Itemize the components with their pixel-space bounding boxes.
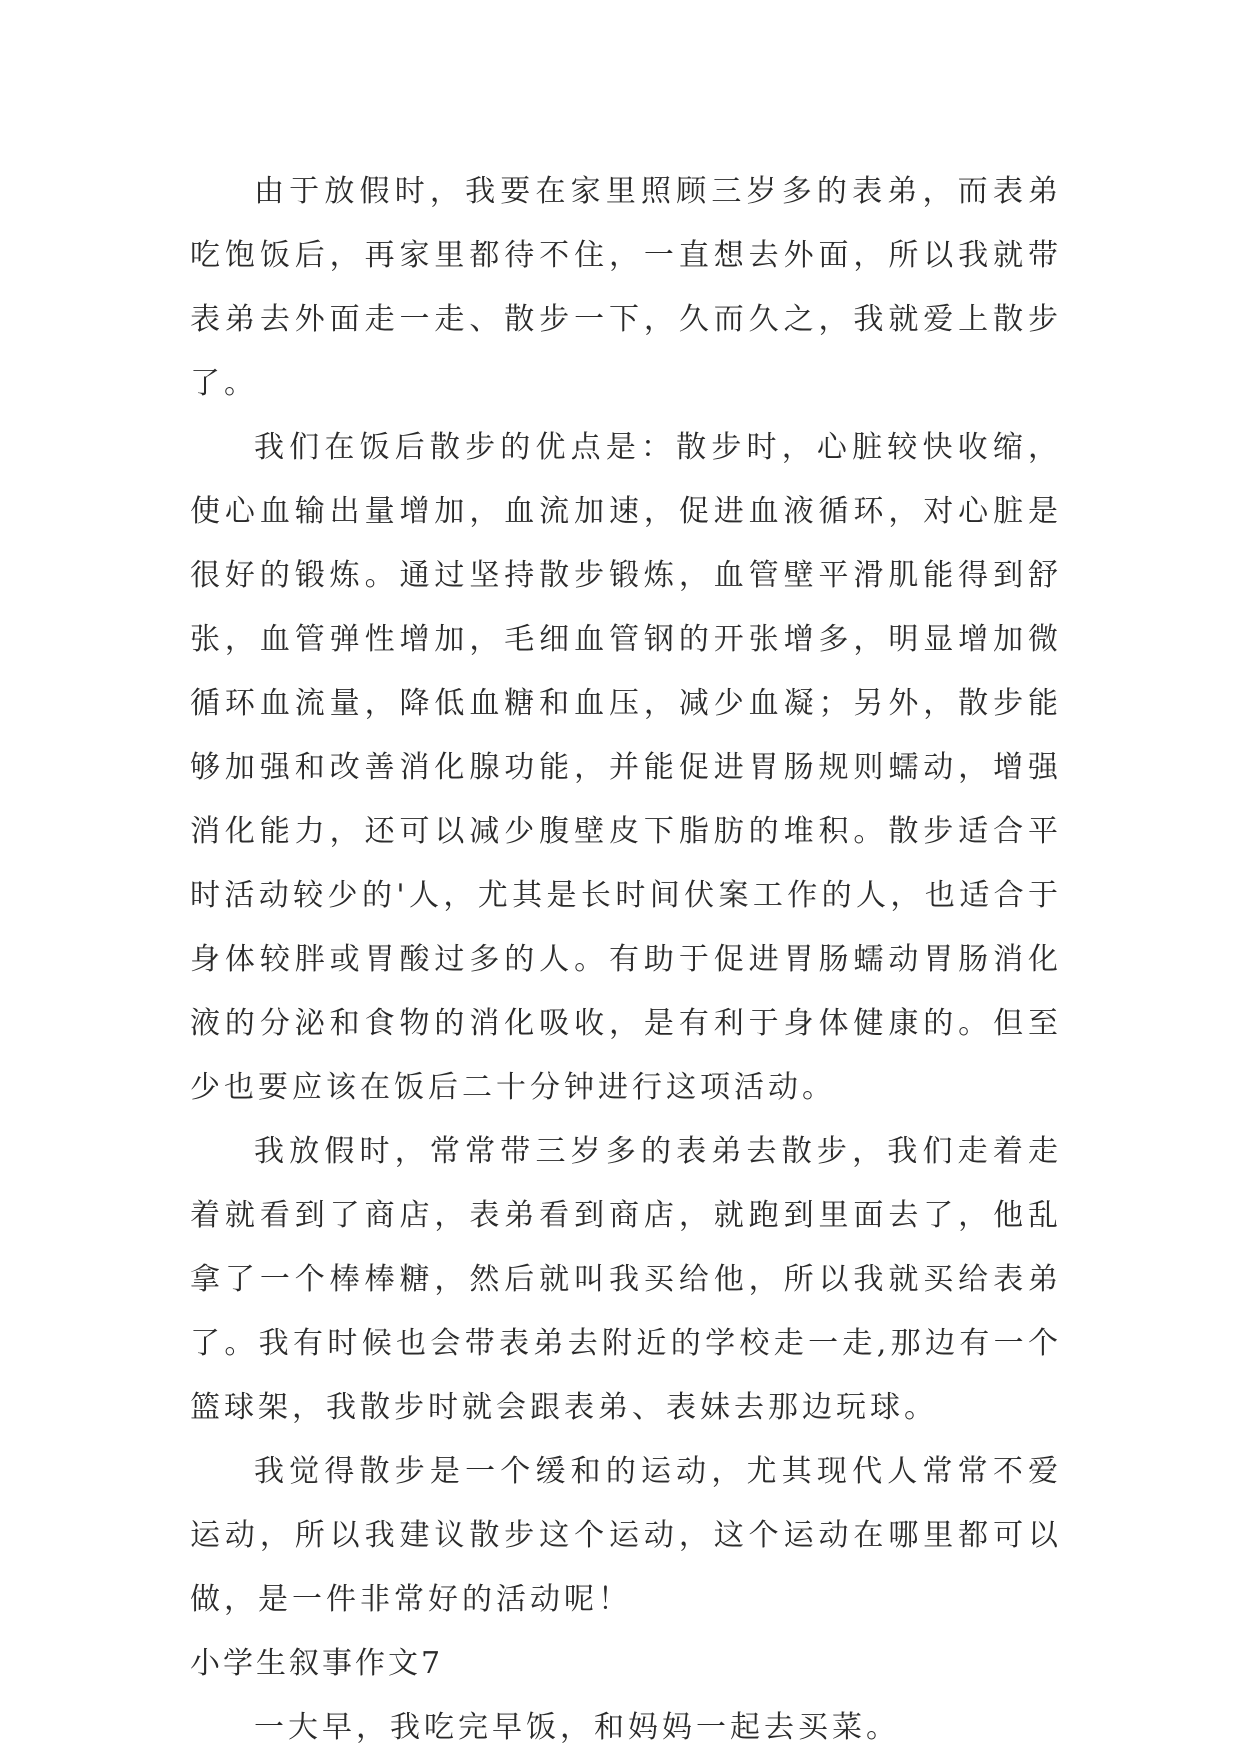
paragraph-3: 我放假时，常常带三岁多的表弟去散步，我们走着走着就看到了商店，表弟看到商店，就跑到里面去了，他乱拿了一个棒棒糖，然后就叫我买给他，所以我就买给表弟了。我有时候也会带表弟去附近的学校走一走,那边有一个篮球架，我散步时就会跟表弟、表妹去那边玩球。 — [190, 1134, 1062, 1425]
paragraph-4: 我觉得散步是一个缓和的运动，尤其现代人常常不爱运动，所以我建议散步这个运动，这个运动在哪里都可以做，是一件非常好的活动呢！ — [190, 1454, 1062, 1617]
paragraph-1: 由于放假时，我要在家里照顾三岁多的表弟，而表弟吃饱饭后，再家里都待不住，一直想去外面，所以我就带表弟去外面走一走、散步一下，久而久之，我就爱上散步了。 — [190, 174, 1062, 401]
section-heading: 小学生叙事作文7 — [190, 1646, 444, 1681]
paragraph-5: 一大早，我吃完早饭，和妈妈一起去买菜。 — [254, 1710, 900, 1745]
paragraph-2: 我们在饭后散步的优点是：散步时，心脏较快收缩，使心血输出量增加，血流加速，促进血液循环，对心脏是很好的锻炼。通过坚持散步锻炼，血管壁平滑肌能得到舒张，血管弹性增加，毛细血管钢的开张增多，明显增加微循环血流量，降低血糖和血压，减少血凝；另外，散步能够加强和改善消化腺功能，并能促进胃肠规则蠕动，增强消化能力，还可以减少腹壁皮下脂肪的堆积。散步适合平时活动较少的'人，尤其是长时间伏案工作的人，也适合于身体较胖或胃酸过多的人。有助于促进胃肠蠕动胃肠消化液的分泌和食物的消化吸收，是有利于身体健康的。但至少也要应该在饭后二十分钟进行这项活动。 — [190, 430, 1062, 1105]
document-body — [190, 160, 1062, 1760]
